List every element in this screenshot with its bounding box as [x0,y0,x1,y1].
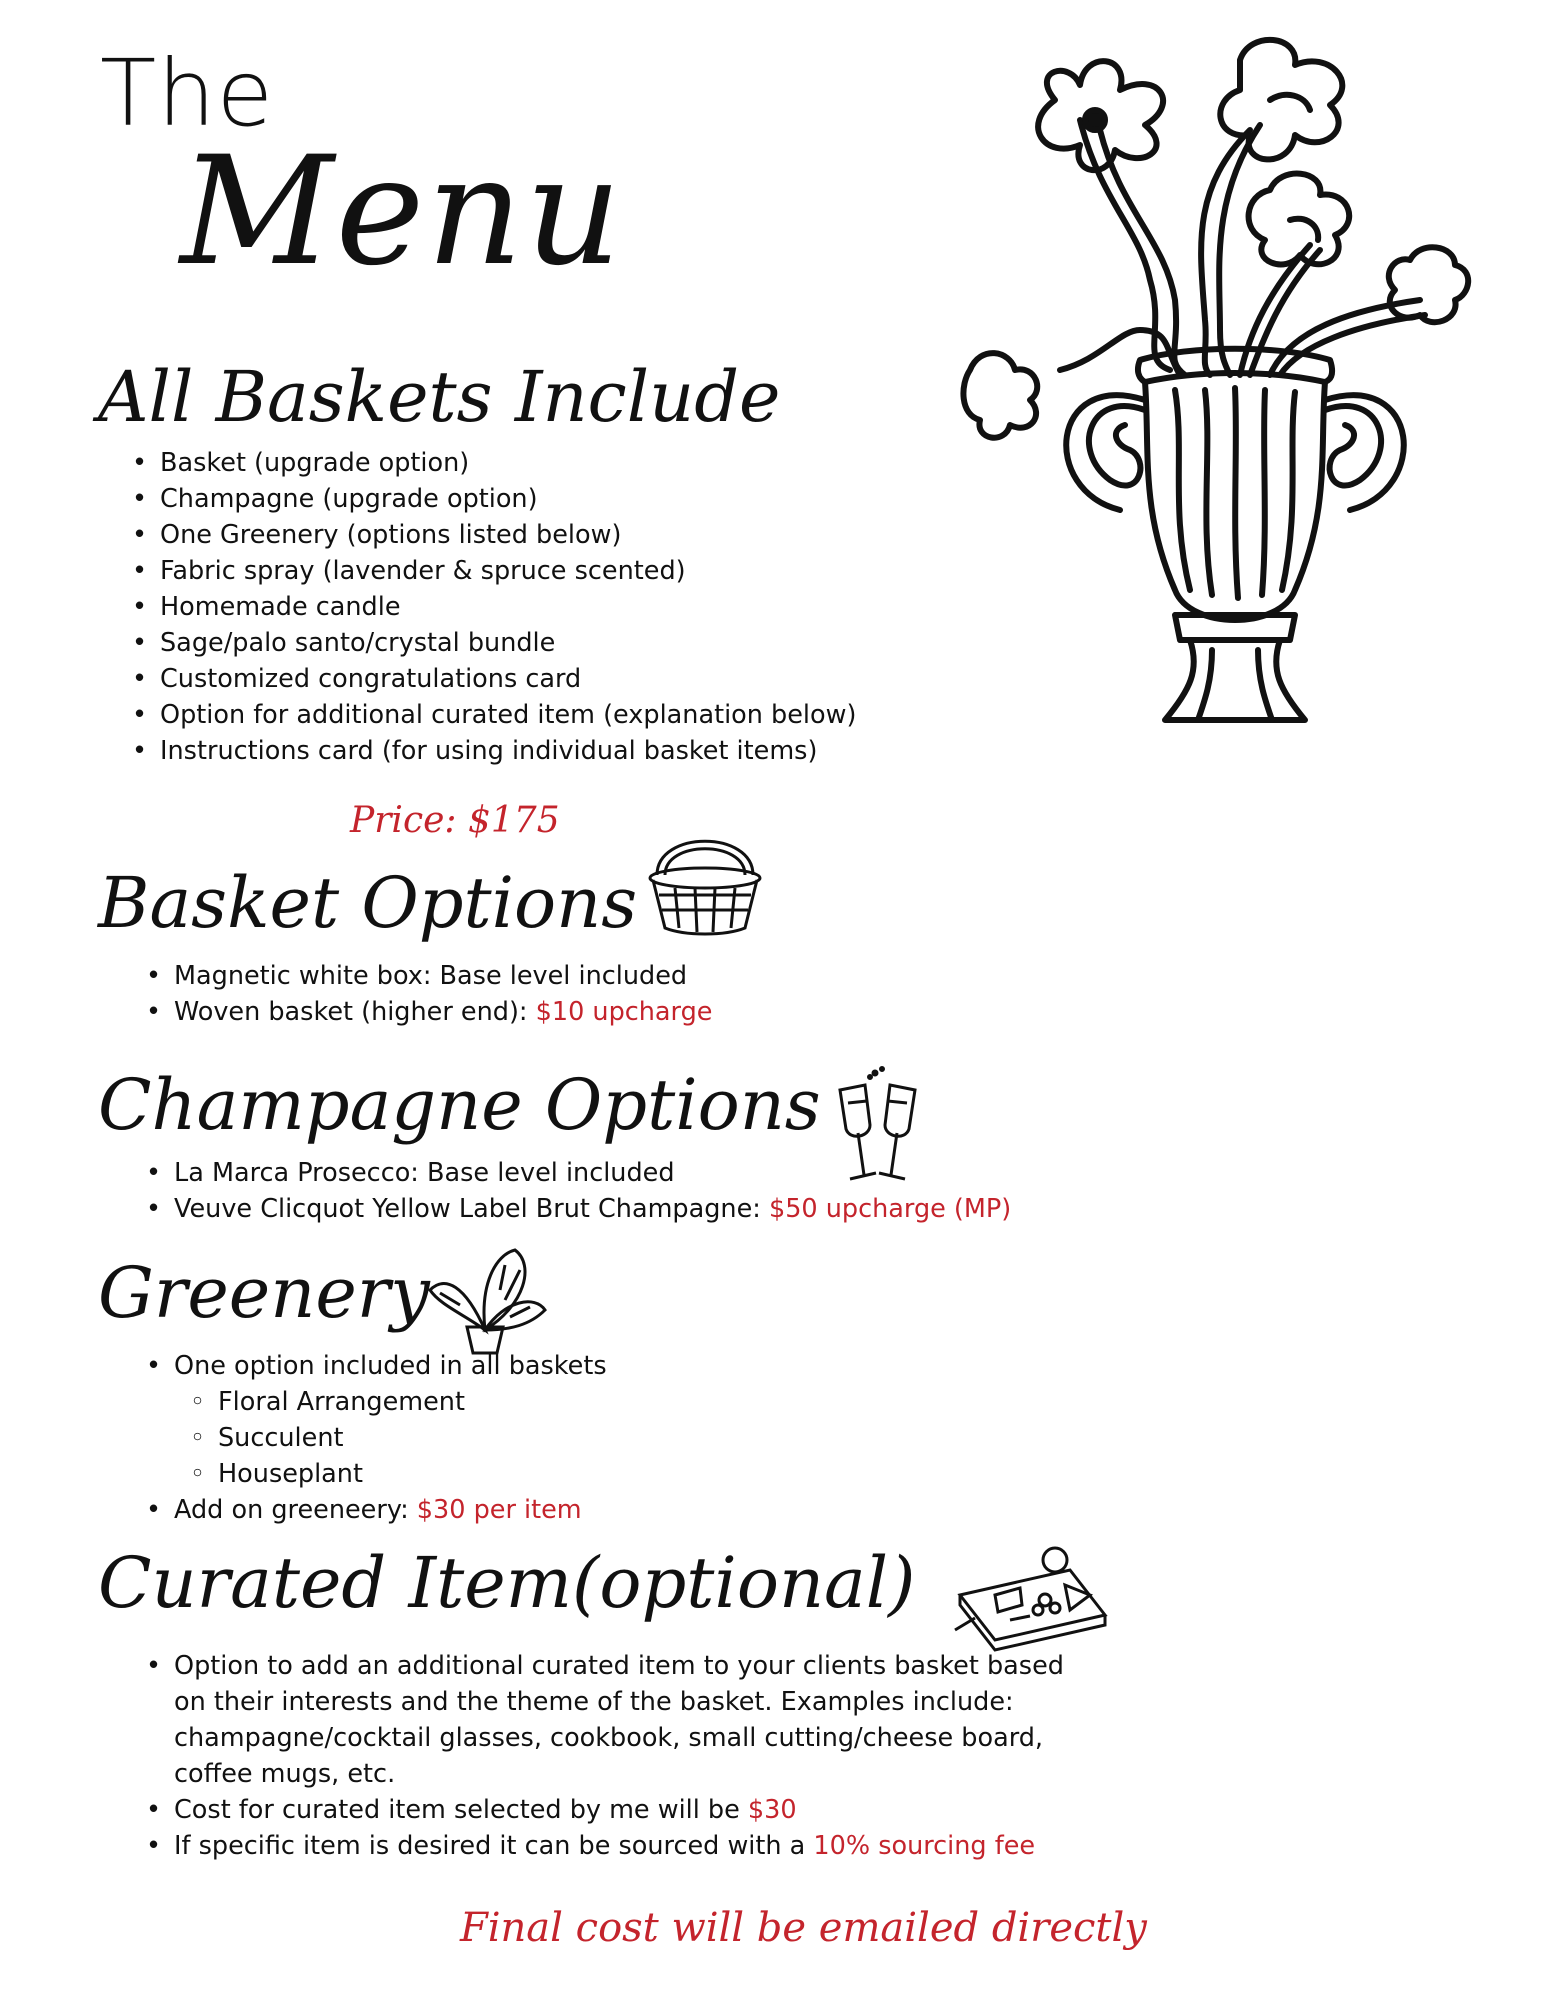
list-item: • Fabric spray (lavender & spruce scented) [128,553,856,589]
greenery-options-sublist [186,1384,607,1492]
list-item: • Instructions card (for using individual basket items) [128,733,856,769]
list-item: • Customized congratulations card [128,661,856,697]
footer-note: Final cost will be emailed directly [460,1905,1147,1951]
upcharge-highlight: $30 per item [416,1495,582,1525]
champagne-options-list [142,1155,1011,1227]
flower-vase-illustration [950,30,1510,750]
list-item: • Option to add an additional curated item to your clients basket based on their interests and the theme of the basket. Examples include: champagne/cocktail glasses, cookbook, small cutting/cheese board, coffee mugs, etc. [142,1648,1102,1792]
basket-options-list [142,958,712,1030]
upcharge-highlight: $30 [747,1795,797,1825]
list-item: • Woven basket (higher end): $10 upcharge [142,994,712,1030]
heading-basket-options: Basket Options [98,862,638,944]
list-item: • Magnetic white box: Base level included [142,958,712,994]
monstera-plant-icon [425,1245,550,1355]
list-item: • Sage/palo santo/crystal bundle [128,625,856,661]
title-menu: Menu [180,125,624,299]
greenery-list [142,1348,607,1528]
all-baskets-list [128,445,856,769]
list-item: ◦ Succulent [186,1420,607,1456]
list-item: • Homemade candle [128,589,856,625]
list-item: • One option included in all baskets ◦ Floral Arrangement ◦ Succulent ◦ Houseplant [142,1348,607,1492]
heading-champagne-options: Champagne Options [98,1064,821,1146]
base-price: Price: $175 [350,800,560,841]
list-item: • La Marca Prosecco: Base level included [142,1155,1011,1191]
list-item: ◦ Houseplant [186,1456,607,1492]
list-item: • If specific item is desired it can be sourced with a 10% sourcing fee [142,1828,1102,1864]
basket-icon [645,830,765,940]
upcharge-highlight: 10% sourcing fee [813,1831,1036,1861]
heading-all-baskets: All Baskets Include [98,356,781,438]
heading-greenery: Greenery [98,1252,430,1334]
list-item: ◦ Floral Arrangement [186,1384,607,1420]
list-item: • Cost for curated item selected by me will be $30 [142,1792,1102,1828]
upcharge-highlight: $50 upcharge (MP) [768,1194,1012,1224]
list-item: • Basket (upgrade option) [128,445,856,481]
list-item: • Champagne (upgrade option) [128,481,856,517]
curated-list [142,1648,1102,1864]
list-item: • Add on greeneery: $30 per item [142,1492,607,1528]
list-item: • One Greenery (options listed below) [128,517,856,553]
list-item: • Option for additional curated item (explanation below) [128,697,856,733]
heading-curated-item: Curated Item(optional) [98,1542,916,1624]
title-the: The [100,40,275,147]
list-item: • Veuve Clicquot Yellow Label Brut Champagne: $50 upcharge (MP) [142,1191,1011,1227]
cheese-board-icon [950,1540,1110,1650]
upcharge-highlight: $10 upcharge [535,997,713,1027]
